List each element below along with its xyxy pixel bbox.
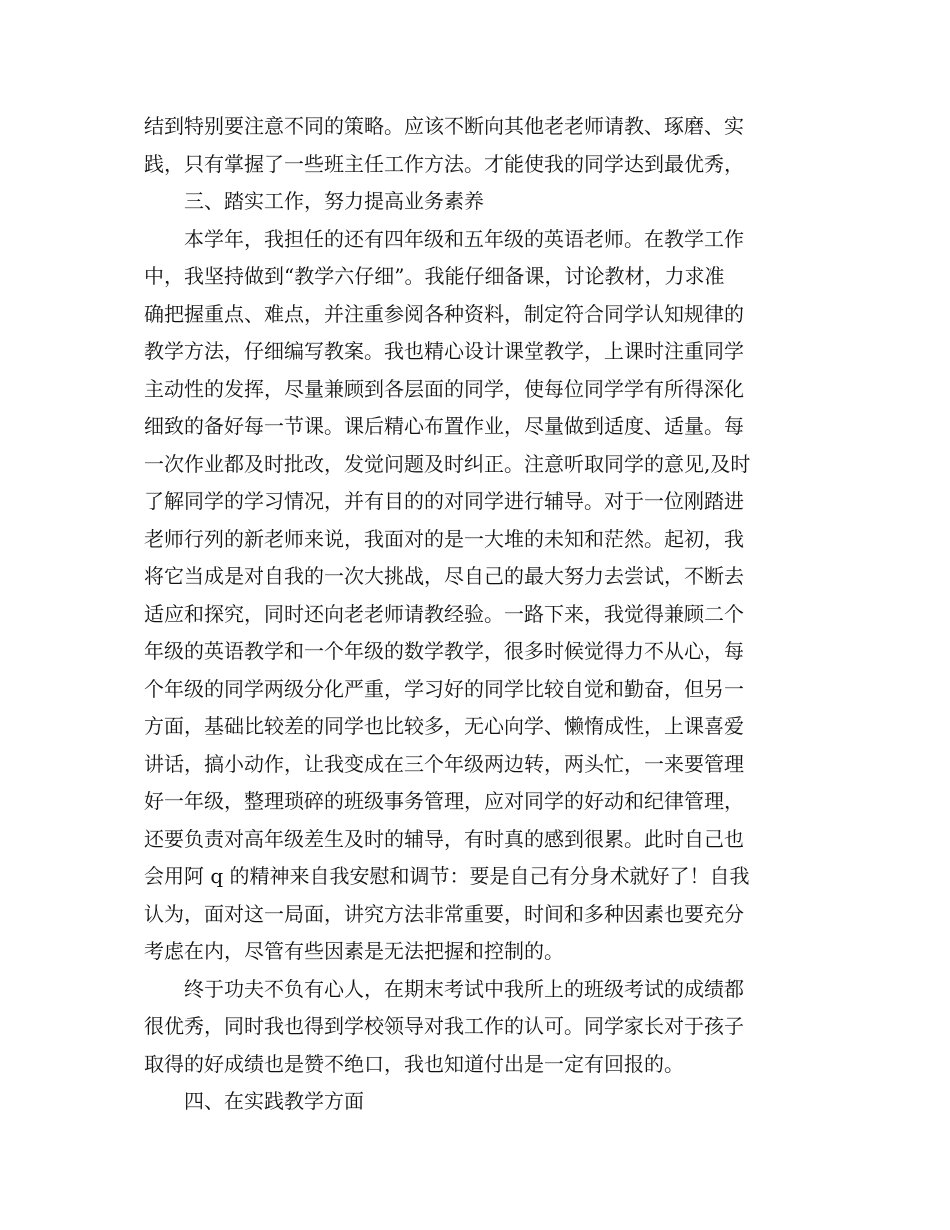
text-line: 会用阿 q 的精神来自我安慰和调节：要是自己有分身术就好了！自我 xyxy=(144,864,750,888)
text-line: 了解同学的学习情况，并有目的的对同学进行辅导。对于一位刚踏进 xyxy=(144,489,744,513)
text-line: 还要负责对高年级差生及时的辅导，有时真的感到很累。此时自己也 xyxy=(144,826,744,851)
text-line: 细致的备好每一节课。课后精心布置作业，尽量做到适度、适量。每 xyxy=(144,414,744,438)
section-heading: 四、在实践教学方面 xyxy=(144,1089,364,1113)
text-line: 教学方法，仔细编写教案。我也精心设计课堂教学，上课时注重同学 xyxy=(144,339,744,363)
text-line: 考虑在内，尽管有些因素是无法把握和控制的。 xyxy=(144,939,564,963)
text-line: 老师行列的新老师来说，我面对的是一大堆的未知和茫然。起初，我 xyxy=(144,526,744,551)
text-line: 终于功夫不负有心人，在期末考试中我所上的班级考试的成绩都 xyxy=(144,976,744,1001)
text-line: 主动性的发挥，尽量兼顾到各层面的同学，使每位同学学有所得深化 xyxy=(144,376,744,401)
text-line: 讲话，搞小动作，让我变成在三个年级两边转，两头忙，一来要管理 xyxy=(144,751,744,776)
document-body xyxy=(144,108,804,1121)
text-line: 好一年级，整理琐碎的班级事务管理，应对同学的好动和纪律管理， xyxy=(144,789,744,813)
text-line: 适应和探究，同时还向老老师请教经验。一路下来，我觉得兼顾二个 xyxy=(144,601,744,626)
text-line: 认为，面对这一局面，讲究方法非常重要，时间和多种因素也要充分 xyxy=(144,901,744,926)
text-line: 取得的好成绩也是赞不绝口，我也知道付出是一定有回报的。 xyxy=(144,1051,684,1076)
text-line: 方面，基础比较差的同学也比较多，无心向学、懒惰成性，上课喜爱 xyxy=(144,714,744,738)
text-line: 中，我坚持做到“教学六仔细”。我能仔细备课，讨论教材，力求准 xyxy=(144,264,725,288)
text-line: 确把握重点、难点，并注重参阅各种资料，制定符合同学认知规律的 xyxy=(144,301,744,326)
text-line: 个年级的同学两级分化严重，学习好的同学比较自觉和勤奋，但另一 xyxy=(144,676,744,701)
text-line: 年级的英语教学和一个年级的数学教学，很多时候觉得力不从心，每 xyxy=(144,639,744,663)
text-line: 结到特别要注意不同的策略。应该不断向其他老老师请教、琢磨、实 xyxy=(144,114,744,138)
section-heading: 三、踏实工作，努力提高业务素养 xyxy=(144,189,484,213)
text-line: 一次作业都及时批改，发觉问题及时纠正。注意听取同学的意见,及时 xyxy=(144,451,751,476)
text-line: 将它当成是对自我的一次大挑战，尽自己的最大努力去尝试，不断去 xyxy=(144,564,744,588)
text-line: 践，只有掌握了一些班主任工作方法。才能使我的同学达到最优秀， xyxy=(144,151,744,176)
text-line: 本学年，我担任的还有四年级和五年级的英语老师。在教学工作 xyxy=(144,226,744,251)
text-line: 很优秀，同时我也得到学校领导对我工作的认可。同学家长对于孩子 xyxy=(144,1014,744,1038)
